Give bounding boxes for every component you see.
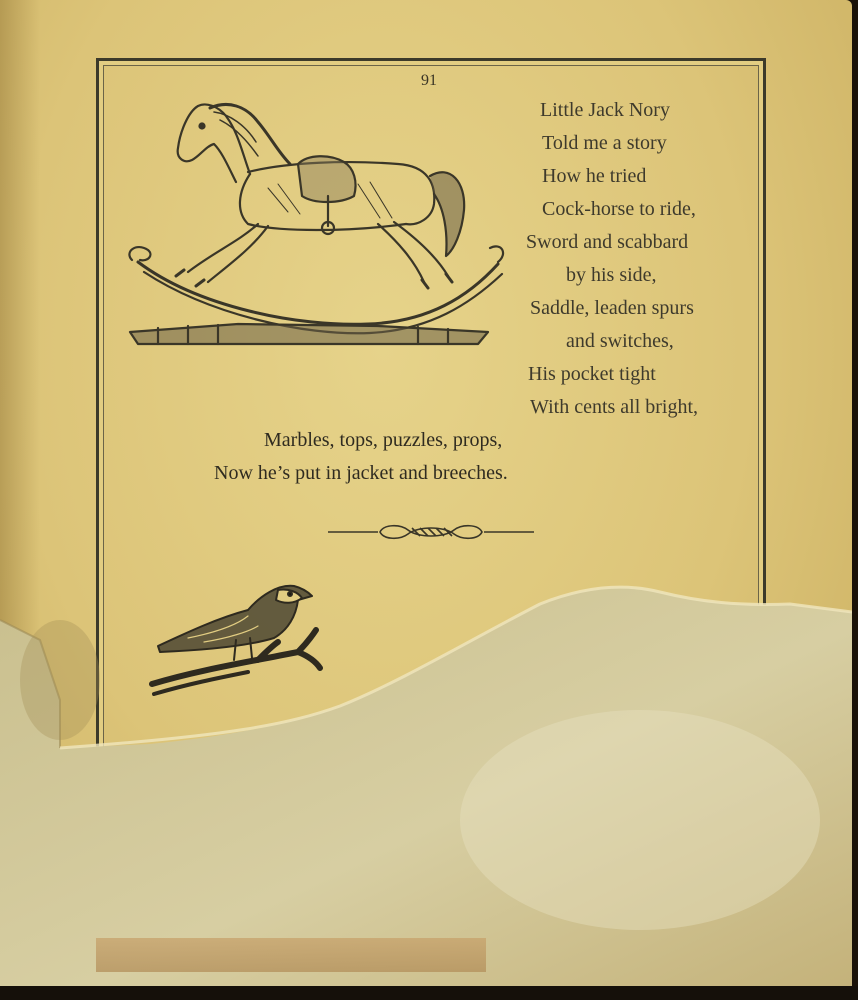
poem-line: Saddle, leaden spurs: [530, 297, 694, 319]
poem-line: Little Jack Nory: [540, 99, 670, 121]
poem-line: and switches,: [566, 330, 674, 352]
poem-line: by his side,: [566, 264, 657, 286]
poem-line: Told me a story: [542, 132, 667, 154]
book-bottom-edge: [0, 986, 858, 1000]
poem-line: Marbles, tops, puzzles, props,: [264, 429, 503, 451]
poem-line: Sword and scabbard: [526, 231, 689, 253]
poem-line: Now he’s put in jacket and breeches.: [214, 462, 508, 484]
poem-line: With cents all bright,: [530, 396, 699, 418]
poem-line: Cock-horse to ride,: [542, 198, 696, 220]
bottom-paper-strip: [96, 938, 486, 972]
page-number: 91: [421, 72, 437, 89]
poem-line: How he tried: [542, 165, 647, 187]
poem-line: His pocket tight: [528, 363, 656, 385]
